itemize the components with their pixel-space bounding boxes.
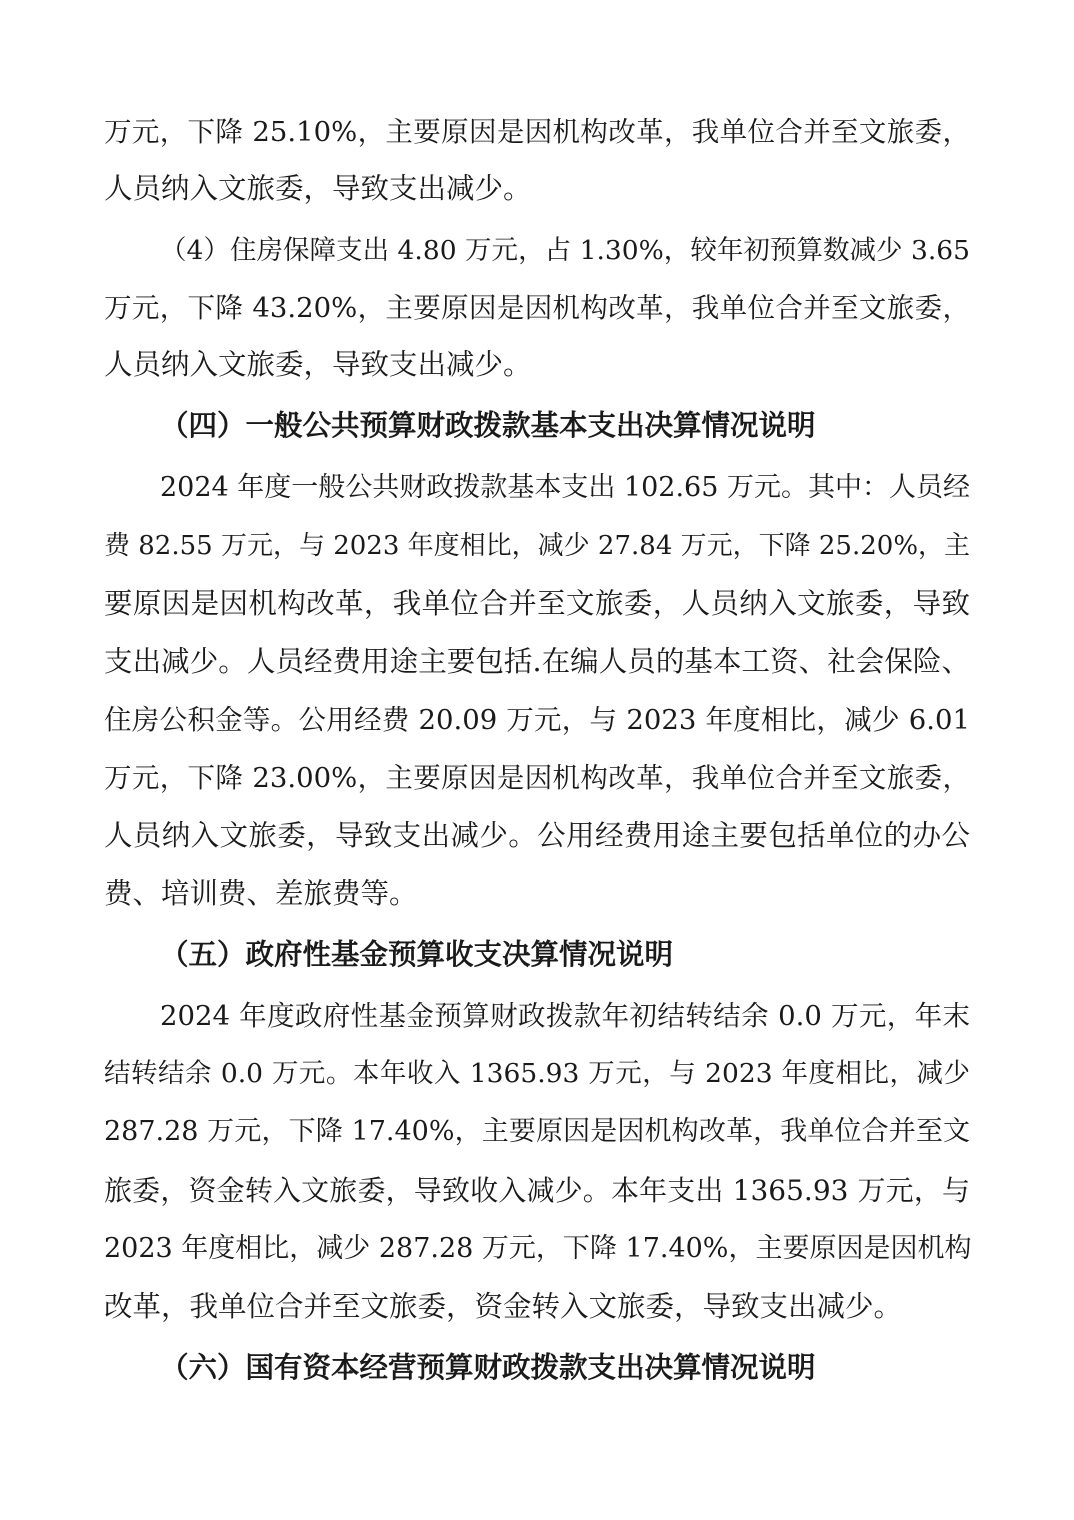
- paragraph-line: 旅委，资金转入文旅委，导致收入减少。本年支出 1365.93 万元，与: [104, 1174, 970, 1207]
- paragraph-line: 万元，下降 25.10%，主要原因是因机构改革，我单位合并至文旅委，: [104, 116, 970, 148]
- section-heading-6: （六）国有资本经营预算财政拨款支出决算情况说明: [160, 1351, 816, 1384]
- paragraph-line: 2024 年度一般公共财政拨款基本支出 102.65 万元。其中：人员经: [160, 472, 970, 503]
- section-heading-5: （五）政府性基金预算收支决算情况说明: [160, 938, 674, 971]
- paragraph-line: 要原因是因机构改革，我单位合并至文旅委，人员纳入文旅委，导致: [104, 587, 970, 620]
- paragraph-line: 人员纳入文旅委，导致支出减少。: [104, 172, 532, 205]
- paragraph-line: 2023 年度相比，减少 287.28 万元，下降 17.40%，主要原因是因机构: [104, 1233, 972, 1264]
- paragraph-line: 万元，下降 23.00%，主要原因是因机构改革，我单位合并至文旅委，: [104, 762, 970, 794]
- paragraph-line: 人员纳入文旅委，导致支出减少。公用经费用途主要包括单位的办公: [104, 819, 970, 852]
- paragraph-line: 费、培训费、差旅费等。: [104, 877, 418, 910]
- paragraph-line: （4）住房保障支出 4.80 万元，占 1.30%，较年初预算数减少 3.65: [160, 235, 970, 266]
- paragraph-line: 费 82.55 万元，与 2023 年度相比，减少 27.84 万元，下降 25.20%，主: [104, 531, 971, 561]
- paragraph-line: 2024 年度政府性基金预算财政拨款年初结转结余 0.0 万元，年末: [160, 1000, 970, 1032]
- paragraph-line: 支出减少。人员经费用途主要包括.在编人员的基本工资、社会保险、: [104, 645, 970, 678]
- paragraph-line: 287.28 万元，下降 17.40%，主要原因是因机构改革，我单位合并至文: [104, 1116, 970, 1147]
- paragraph-line: 结转结余 0.0 万元。本年收入 1365.93 万元，与 2023 年度相比，减少: [104, 1058, 970, 1089]
- paragraph-line: 万元，下降 43.20%，主要原因是因机构改革，我单位合并至文旅委，: [104, 292, 970, 324]
- section-heading-4: （四）一般公共预算财政拨款基本支出决算情况说明: [160, 409, 816, 442]
- paragraph-line: 改革，我单位合并至文旅委，资金转入文旅委，导致支出减少。: [104, 1290, 903, 1323]
- paragraph-line: 人员纳入文旅委，导致支出减少。: [104, 348, 532, 381]
- paragraph-line: 住房公积金等。公用经费 20.09 万元，与 2023 年度相比，减少 6.01: [104, 704, 970, 736]
